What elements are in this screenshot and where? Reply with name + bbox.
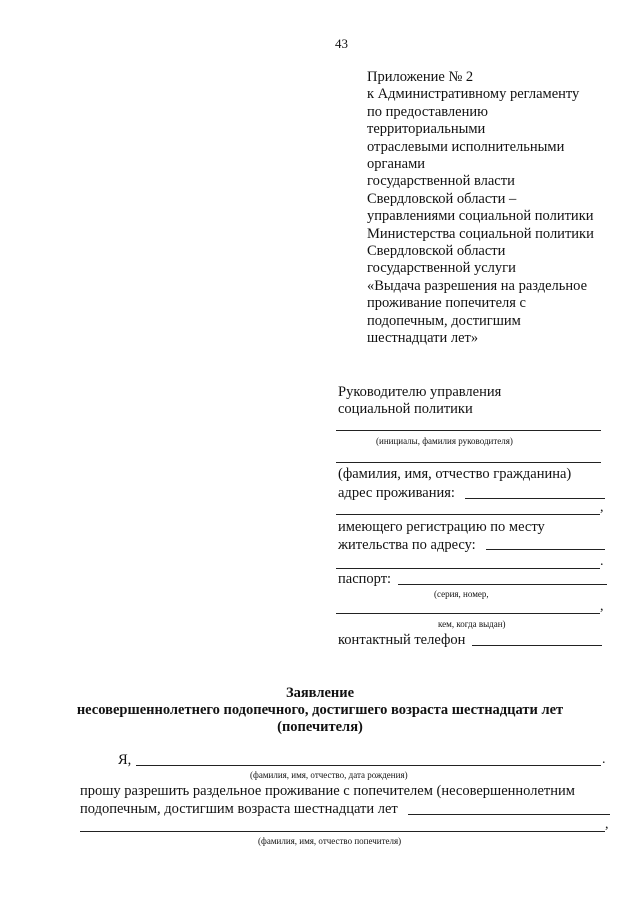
comma: ,: [600, 500, 604, 515]
head-name-line[interactable]: [336, 430, 601, 431]
request-line-2: подопечным, достигшим возраста шестнадцати лет: [80, 801, 398, 817]
appendix-line: государственной власти: [367, 173, 515, 190]
appendix-line: территориальными: [367, 121, 486, 138]
statement-subtitle: несовершеннолетнего подопечного, достигшего возраста шестнадцати лет: [76, 702, 564, 718]
registration-line-1[interactable]: [486, 549, 605, 550]
passport-caption-1: (серия, номер,: [434, 589, 489, 599]
applicant-caption: (фамилия, имя, отчество, дата рождения): [250, 770, 408, 780]
appendix-line: Министерства социальной политики: [367, 225, 594, 242]
comma: ,: [600, 599, 604, 614]
registration-label-1: имеющего регистрацию по месту: [338, 519, 545, 535]
address-line-1[interactable]: [465, 498, 605, 499]
passport-label: паспорт:: [338, 571, 392, 587]
guardian-line-1[interactable]: [408, 814, 610, 815]
appendix-line: органами: [367, 156, 426, 173]
appendix-line: проживание попечителя с: [367, 295, 526, 312]
head-name-caption: (инициалы, фамилия руководителя): [376, 436, 513, 446]
address-line-2[interactable]: [336, 514, 600, 515]
appendix-line: шестнадцати лет»: [367, 330, 479, 347]
appendix-line: подопечным, достигшим: [367, 312, 521, 329]
citizen-name-line[interactable]: [336, 462, 601, 463]
phone-line[interactable]: [472, 645, 602, 646]
citizen-name-label: (фамилия, имя, отчество гражданина): [338, 466, 572, 482]
guardian-caption: (фамилия, имя, отчество попечителя): [258, 836, 402, 846]
period: .: [602, 752, 606, 767]
registration-line-2[interactable]: [336, 568, 600, 569]
appendix-header: [367, 69, 594, 348]
page-number: 43: [335, 36, 348, 51]
appendix-line: Свердловской области: [367, 243, 506, 260]
addressee-line-1: Руководителю управления: [338, 384, 502, 400]
statement-subtitle-2: (попечителя): [277, 719, 363, 735]
applicant-name-line[interactable]: [136, 765, 601, 766]
appendix-line: Свердловской области –: [367, 190, 517, 207]
period: .: [600, 554, 604, 569]
registration-label-2: жительства по адресу:: [338, 537, 476, 553]
request-line-1: прошу разрешить раздельное проживание с попечителем (несовершеннолетним: [80, 783, 575, 799]
appendix-line: к Административному регламенту: [367, 86, 580, 103]
guardian-line-2[interactable]: [80, 831, 605, 832]
appendix-line: Приложение № 2: [367, 69, 474, 85]
appendix-line: управлениями социальной политики: [367, 208, 594, 225]
address-label: адрес проживания:: [338, 485, 455, 501]
i-label: Я,: [118, 752, 132, 768]
passport-line-1[interactable]: [398, 584, 607, 585]
appendix-line: государственной услуги: [367, 260, 516, 277]
appendix-line: «Выдача разрешения на раздельное: [367, 277, 588, 294]
phone-label: контактный телефон: [338, 632, 466, 648]
appendix-line: по предоставлению: [367, 103, 488, 120]
comma: ,: [605, 817, 609, 832]
passport-line-2[interactable]: [336, 613, 600, 614]
passport-caption-2: кем, когда выдан): [438, 619, 506, 629]
addressee-block: [338, 384, 501, 419]
appendix-line: отраслевыми исполнительными: [367, 138, 565, 155]
statement-title: Заявление: [285, 685, 355, 701]
addressee-line-2: социальной политики: [338, 401, 473, 418]
